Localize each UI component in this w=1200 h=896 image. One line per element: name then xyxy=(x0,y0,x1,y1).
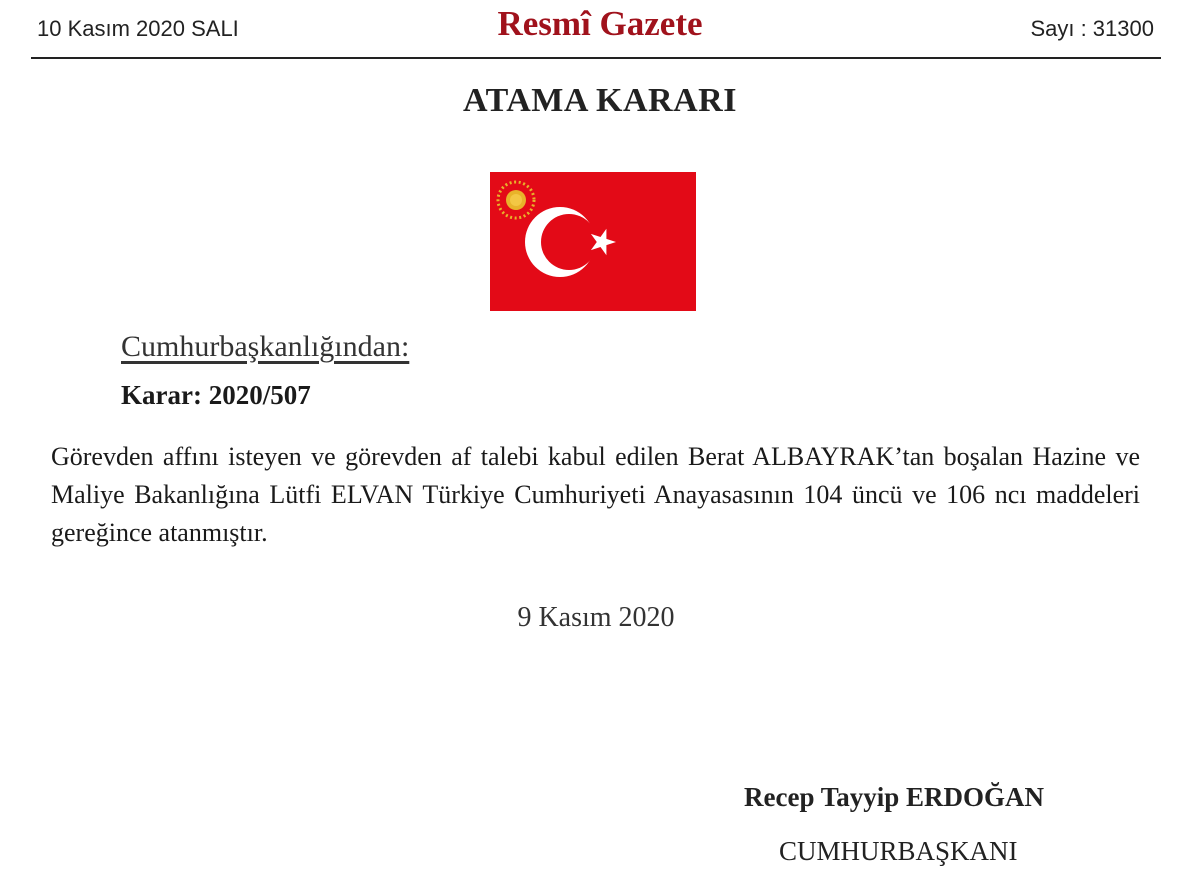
decision-body: Görevden affını isteyen ve görevden af talebi kabul edilen Berat ALBAYRAK’tan boşalan Hazine ve Maliye Bakanlığına Lütfi ELVAN Türkiye Cumhuriyeti Anayasasının 104 üncü ve 106 ncı maddeleri gereğince atanmıştır. xyxy=(51,442,1140,547)
header-divider xyxy=(31,57,1161,59)
issue-number: Sayı : 31300 xyxy=(1030,16,1154,41)
header-date: 10 Kasım 2020 SALI xyxy=(37,16,239,41)
decision-date: 9 Kasım 2020 xyxy=(517,602,675,633)
turkish-flag-icon xyxy=(490,172,696,311)
signer-name: Recep Tayyip ERDOĞAN xyxy=(744,782,1045,812)
gazette-title: Resmî Gazete xyxy=(497,4,703,43)
issuer-heading: Cumhurbaşkanlığından: xyxy=(121,330,410,363)
document-title: ATAMA KARARI xyxy=(463,82,737,119)
decision-number: Karar: 2020/507 xyxy=(121,380,311,410)
signer-title: CUMHURBAŞKANI xyxy=(779,836,1018,866)
